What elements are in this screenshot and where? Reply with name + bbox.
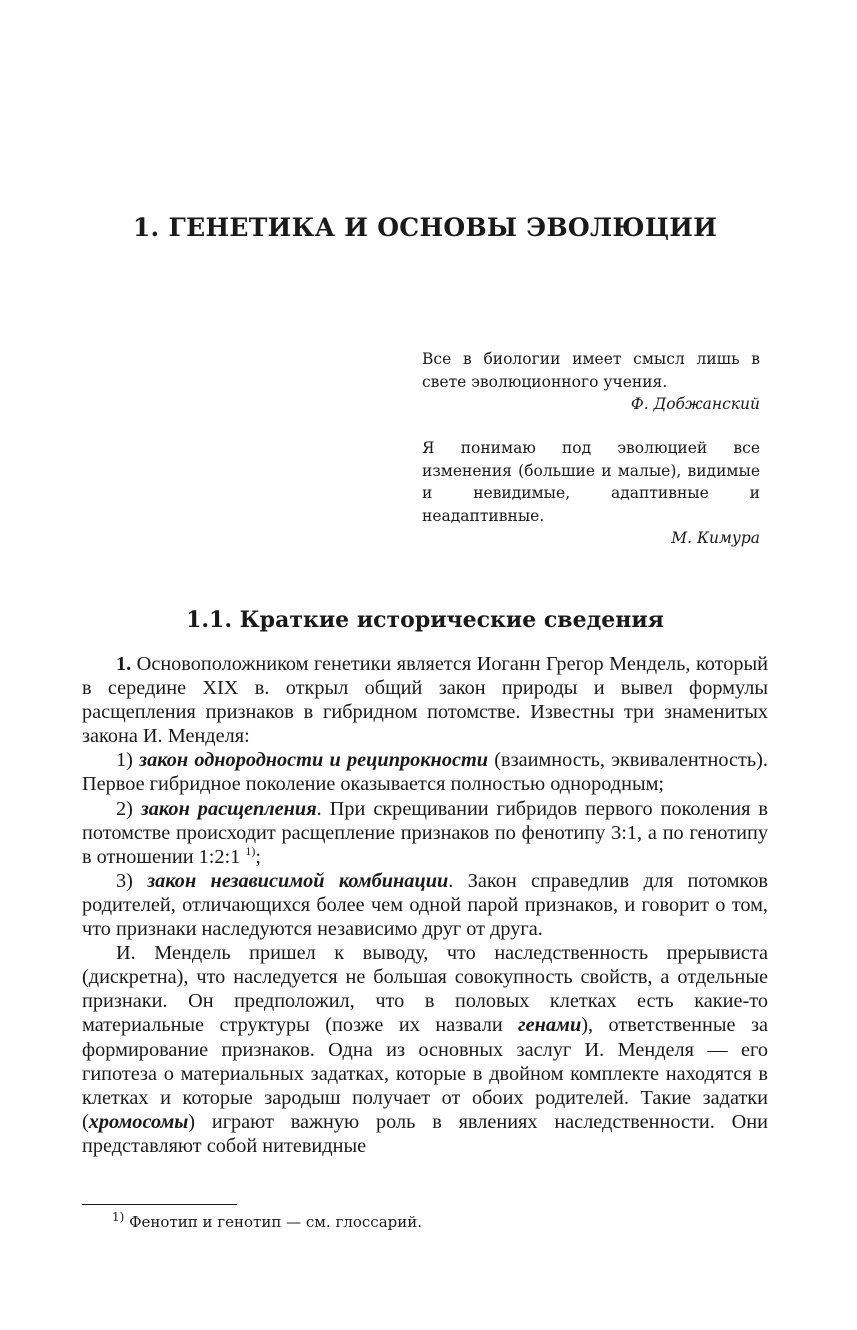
chapter-title: 1. ГЕНЕТИКА И ОСНОВЫ ЭВОЛЮЦИИ xyxy=(132,213,718,242)
paragraph-text: ) играют важную роль в явлениях наследственности. Они представляют собой нитевидные xyxy=(82,1110,768,1157)
law-text-end: ; xyxy=(255,845,262,868)
epigraph xyxy=(422,437,760,550)
footnote xyxy=(112,1212,422,1232)
law-item xyxy=(82,797,768,869)
law-term: закон расщепления xyxy=(140,797,317,820)
epigraph-text: Все в биологии имеет смысл лишь в свете эволюционного учения. xyxy=(422,350,760,391)
footnote-divider xyxy=(82,1204,237,1205)
glossary-term: генами xyxy=(518,1014,582,1037)
footnote-ref[interactable]: 1) xyxy=(245,843,256,858)
footnote-mark: 1) xyxy=(112,1210,125,1224)
paragraph xyxy=(82,941,768,1158)
paragraph xyxy=(82,652,768,748)
law-term: закон независимой комбинации xyxy=(147,869,449,892)
law-number: 1) xyxy=(116,749,140,772)
law-text: . Закон справедлив для потомков родителей, отличающихся более чем одной парой признаков, и говорит о том, что признаки наследуются независимо друг от друга. xyxy=(82,869,769,941)
law-item xyxy=(82,748,768,796)
epigraph xyxy=(422,348,760,416)
law-text: . При скрещивании гибридов первого поколения в потомстве происходит расщепление признаков по фенотипу 3:1, а по генотипу в отношении 1:2:1 xyxy=(82,797,769,868)
paragraph-number: 1. xyxy=(116,653,132,675)
footnote-text: Фенотип и генотип — см. глоссарий. xyxy=(124,1213,423,1231)
paragraph-text: Основоположником генетики является Иоганн Грегор Мендель, который в середине XIX в. открыл общий закон природы и вывел формулы расщепления признаков в гибридном потомстве. Известны три знаменитых закона И. Менделя: xyxy=(82,653,768,748)
epigraph-text: Я понимаю под эволюцией все изменения (большие и малые), видимые и невидимые, адаптивные и неадаптивные. xyxy=(422,439,760,525)
glossary-term: хромосомы xyxy=(88,1110,189,1133)
law-text: (взаимность, эквивалентность). Первое гибридное поколение оказывается полностью однородным; xyxy=(82,749,768,796)
paragraph-text: И. Мендель пришел к выводу, что наследственность прерывиста (дискретна), что наследуется не большая совокупность свойств, а отдельные признаки. Он предположил, что в половых клетках есть какие-то материальные структуры (позже их назвали xyxy=(82,942,768,1037)
law-item xyxy=(82,869,768,941)
body-text xyxy=(82,652,768,1158)
epigraph-author: Ф. Добжанский xyxy=(630,395,760,413)
law-number: 2) xyxy=(116,797,141,820)
paragraph-text: ), ответственные за формирование признаков. Одна из основных заслуг И. Менделя — его гипотеза о материальных задатках, которые в двойном комплекте находятся в клетках и которые зародыш получает от обоих родителей. Такие задатки ( xyxy=(82,1014,768,1133)
law-number: 3) xyxy=(116,869,148,892)
law-term: закон однородности и реципрокности xyxy=(139,749,489,772)
epigraph-author: М. Кимура xyxy=(671,529,760,547)
section-title: 1.1. Краткие исторические сведения xyxy=(186,607,664,633)
